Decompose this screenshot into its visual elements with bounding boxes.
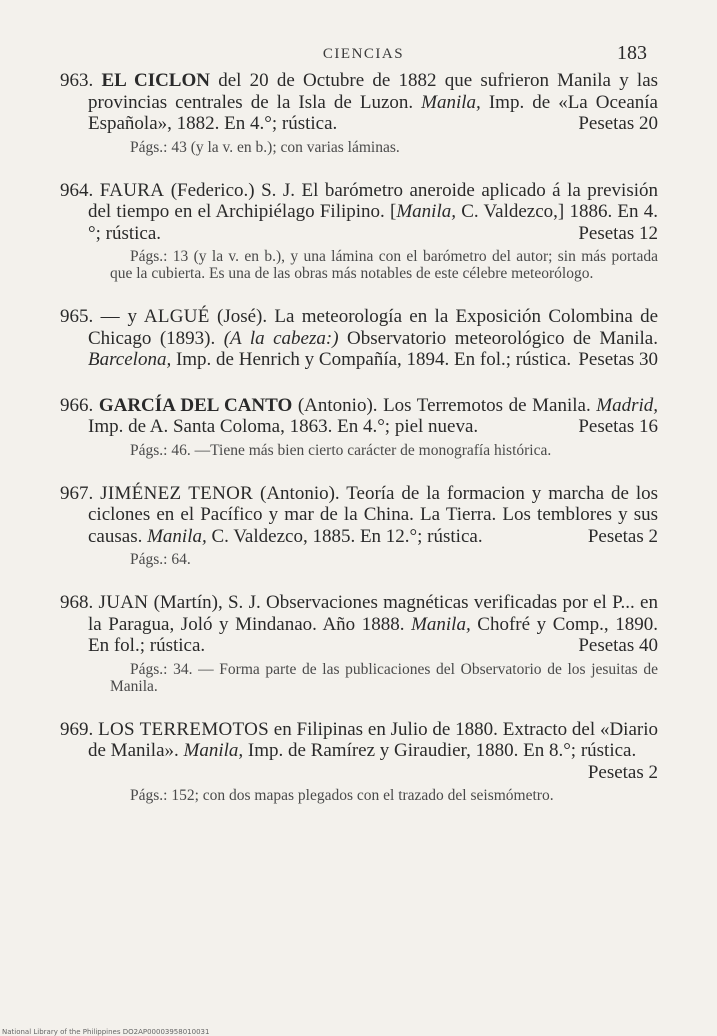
entry-text: del 20 de Octubre de 1882 que sufrieron Manila y las provincias centrales de la Isla de Luzon. bbox=[88, 70, 659, 113]
entry-note: Págs.: 43 (y la v. en b.); con varias láminas. bbox=[130, 138, 400, 156]
bibliography-entries bbox=[60, 70, 658, 828]
entry-964 bbox=[60, 180, 658, 283]
page-number: 183 bbox=[617, 42, 647, 64]
entry-rest: Imp. de Ramírez y Giraudier, 1880. En 8.°; rústica. bbox=[243, 740, 637, 761]
entry-price: Pesetas 12 bbox=[578, 222, 658, 244]
entry-text-2: Observatorio meteorológico de Manila. bbox=[338, 327, 658, 349]
entry-number: 969. bbox=[60, 718, 94, 740]
entry-965 bbox=[60, 306, 658, 371]
entry-number: 967. bbox=[60, 482, 94, 504]
entry-rest: Imp. de Henrich y Compañía, 1894. En fol.; rústica. bbox=[171, 349, 572, 370]
entry-rest: Chofré y Comp., 1890. En fol.; rústica. bbox=[88, 613, 658, 656]
entry-966 bbox=[60, 395, 658, 459]
entry-place: Manila, bbox=[396, 201, 456, 222]
page-header bbox=[80, 42, 647, 68]
entry-place: Manila, bbox=[183, 740, 244, 761]
entry-rest: Imp. de A. Santa Coloma, 1863. En 4.°; piel nueva. bbox=[88, 416, 479, 437]
entry-price: Pesetas 20 bbox=[578, 113, 658, 134]
entry-author: JIMÉNEZ TENOR bbox=[100, 482, 254, 504]
entry-968 bbox=[60, 592, 658, 695]
entry-place: Barcelona, bbox=[88, 349, 172, 370]
entry-rest: C. Valdezco,] 1886. En 4.°; rústica. bbox=[88, 201, 658, 244]
entry-963 bbox=[60, 70, 658, 156]
entry-number: 966. bbox=[60, 394, 94, 416]
entry-969 bbox=[60, 719, 658, 805]
entry-note: Págs.: 46. —Tiene más bien cierto carácter de monografía histórica. bbox=[130, 441, 552, 459]
entry-rest: Imp. de «La Oceanía Española», 1882. En 4.°; rústica. bbox=[88, 91, 658, 134]
entry-price: Pesetas 2 bbox=[587, 761, 658, 783]
entry-place: Manila, bbox=[421, 91, 481, 113]
scan-footer: National Library of the Philippines DO2AP00003958010031 bbox=[2, 1028, 210, 1036]
entry-author: LOS TERREMOTOS bbox=[98, 718, 269, 740]
entry-text: (Federico.) S. J. El barómetro aneroide aplicado á la previsión del tiempo en el Archipiélago Filipino. [ bbox=[88, 179, 658, 222]
entry-number: 964. bbox=[60, 179, 94, 201]
entry-author: FAURA bbox=[99, 179, 165, 201]
entry-number: 963. bbox=[60, 70, 94, 91]
entry-text: (Martín), S. J. Observaciones magnéticas verificadas por el P... en la Paragua, Joló y Mindanao. Año 1888. bbox=[88, 592, 658, 635]
entry-note: Págs.: 152; con dos mapas plegados con el trazado del seismómetro. bbox=[130, 787, 554, 804]
entry-price: Pesetas 30 bbox=[578, 349, 658, 370]
entry-number: 968. bbox=[60, 592, 94, 613]
entry-text: (Antonio). Teoría de la formacion y marcha de los ciclones en el Pacífico y mar de la China. La Tierra. Los temblores y sus causas. bbox=[88, 482, 658, 547]
entry-author: — y ALGUÉ bbox=[100, 306, 210, 327]
entry-note: Págs.: 34. — Forma parte de las publicaciones del Observatorio de los jesuitas de Manila. bbox=[110, 660, 658, 695]
entry-text: (Antonio). Los Terremotos de Manila. bbox=[292, 394, 597, 416]
entry-place: Madrid, bbox=[596, 394, 659, 416]
entry-place: Manila, bbox=[147, 525, 207, 547]
entry-price: Pesetas 16 bbox=[578, 416, 658, 437]
entry-author: GARCÍA DEL CANTO bbox=[98, 394, 293, 416]
entry-note: Págs.: 13 (y la v. en b.), y una lámina con el barómetro del autor; sin más portada que la cubierta. Es una de las obras más notables de este célebre meteorólogo. bbox=[110, 248, 658, 282]
entry-author: EL CICLON bbox=[101, 70, 210, 91]
entry-rest: C. Valdezco, 1885. En 12.°; rústica. bbox=[206, 525, 483, 547]
entry-price: Pesetas 40 bbox=[578, 635, 658, 656]
entry-italic-note: (A la cabeza:) bbox=[223, 327, 339, 349]
entry-number: 965. bbox=[60, 306, 94, 327]
entry-author: JUAN bbox=[98, 592, 149, 613]
entry-text: (José). La meteorología en la Exposición Colombina de Chicago (1893). bbox=[88, 306, 659, 349]
entry-967 bbox=[60, 483, 658, 569]
entry-price: Pesetas 2 bbox=[587, 525, 658, 547]
entry-place: Manila, bbox=[411, 613, 471, 635]
entry-note: Págs.: 64. bbox=[130, 551, 191, 568]
section-title: CIENCIAS bbox=[322, 46, 405, 62]
entry-text: en Filipinas en Julio de 1880. Extracto del «Diario de Manila». bbox=[88, 718, 658, 761]
